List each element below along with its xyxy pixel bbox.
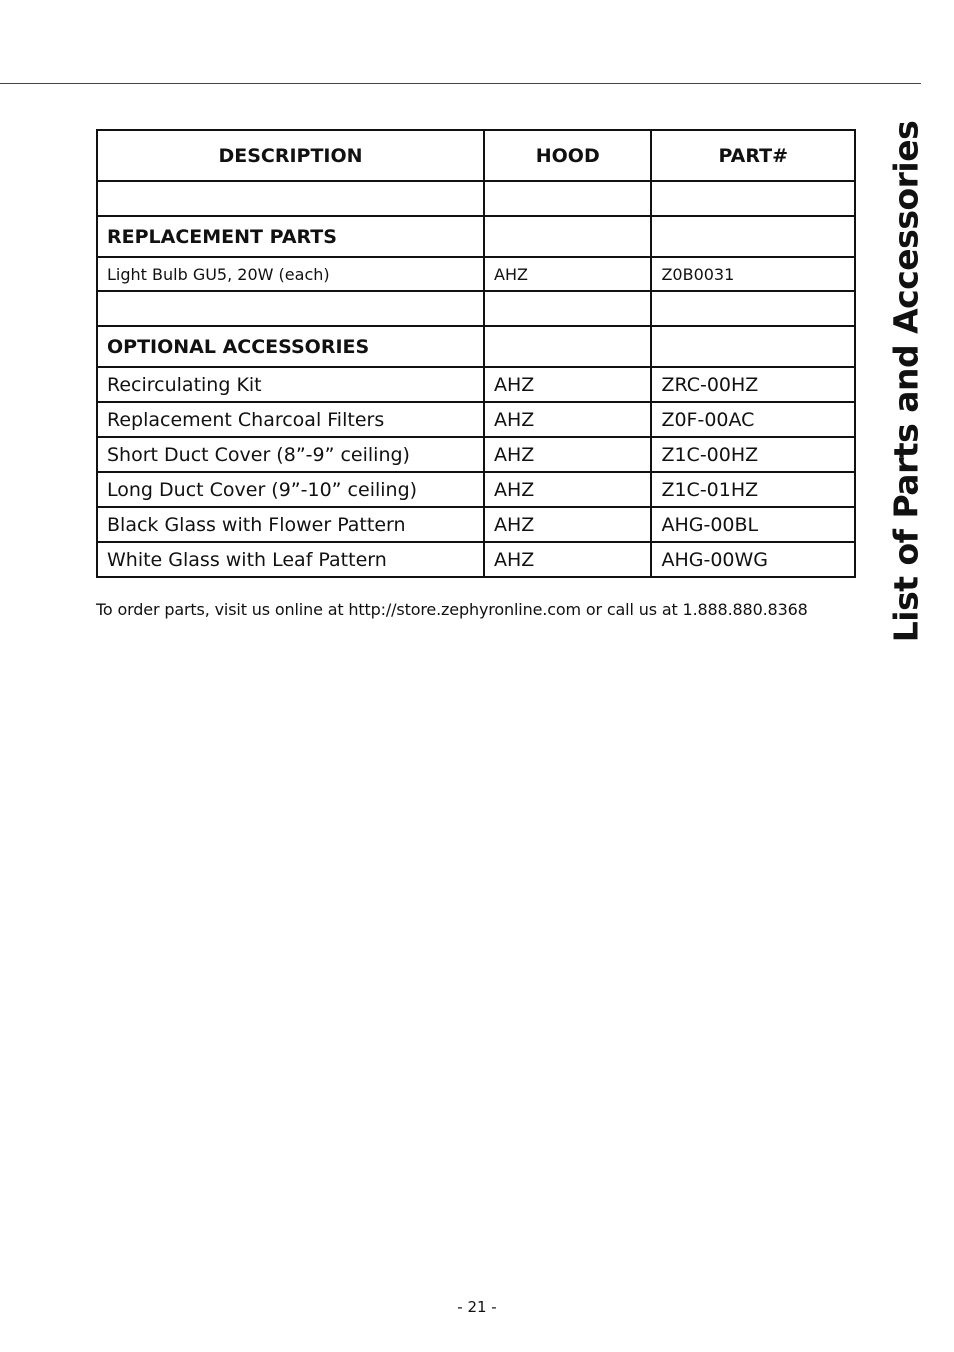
cell-part-number: AHG-00BL (651, 507, 855, 542)
table-row (97, 402, 855, 437)
cell-description: Black Glass with Flower Pattern (97, 507, 484, 542)
cell-hood: AHZ (484, 507, 651, 542)
table-header-row (97, 130, 855, 181)
cell-hood: AHZ (484, 437, 651, 472)
section-title-text: List of Parts and Accessories (886, 120, 926, 642)
cell-part-number: Z1C-01HZ (651, 472, 855, 507)
cell-hood: AHZ (484, 472, 651, 507)
cell-part-number: ZRC-00HZ (651, 367, 855, 402)
cell-description: Long Duct Cover (9”-10” ceiling) (97, 472, 484, 507)
table-row (97, 542, 855, 577)
spacer-row (97, 291, 855, 326)
header-hood: HOOD (484, 130, 651, 181)
cell-hood: AHZ (484, 367, 651, 402)
cell-part-number: Z1C-00HZ (651, 437, 855, 472)
header-part-number: PART# (651, 130, 855, 181)
cell-description: Short Duct Cover (8”-9” ceiling) (97, 437, 484, 472)
cell-part-number: AHG-00WG (651, 542, 855, 577)
cell-part-number: Z0B0031 (651, 257, 855, 291)
order-note: To order parts, visit us online at http://store.zephyronline.com or call us at 1.888.880.8368 (96, 600, 808, 619)
table-row (97, 472, 855, 507)
table-row (97, 257, 855, 291)
table-row (97, 367, 855, 402)
cell-description: Recirculating Kit (97, 367, 484, 402)
section-title (886, 120, 926, 642)
section-header-row (97, 326, 855, 367)
cell-hood: AHZ (484, 257, 651, 291)
section-header-row (97, 216, 855, 257)
table-row (97, 437, 855, 472)
header-description: DESCRIPTION (97, 130, 484, 181)
cell-hood: AHZ (484, 402, 651, 437)
section-title-replacement: REPLACEMENT PARTS (97, 216, 484, 257)
parts-table (96, 129, 856, 578)
cell-description: White Glass with Leaf Pattern (97, 542, 484, 577)
cell-hood: AHZ (484, 542, 651, 577)
spacer-row (97, 181, 855, 216)
cell-description: Light Bulb GU5, 20W (each) (97, 257, 484, 291)
header-rule (0, 83, 921, 84)
cell-description: Replacement Charcoal Filters (97, 402, 484, 437)
section-title-accessories: OPTIONAL ACCESSORIES (97, 326, 484, 367)
page-number: - 21 - (457, 1298, 497, 1316)
cell-part-number: Z0F-00AC (651, 402, 855, 437)
table-row (97, 507, 855, 542)
